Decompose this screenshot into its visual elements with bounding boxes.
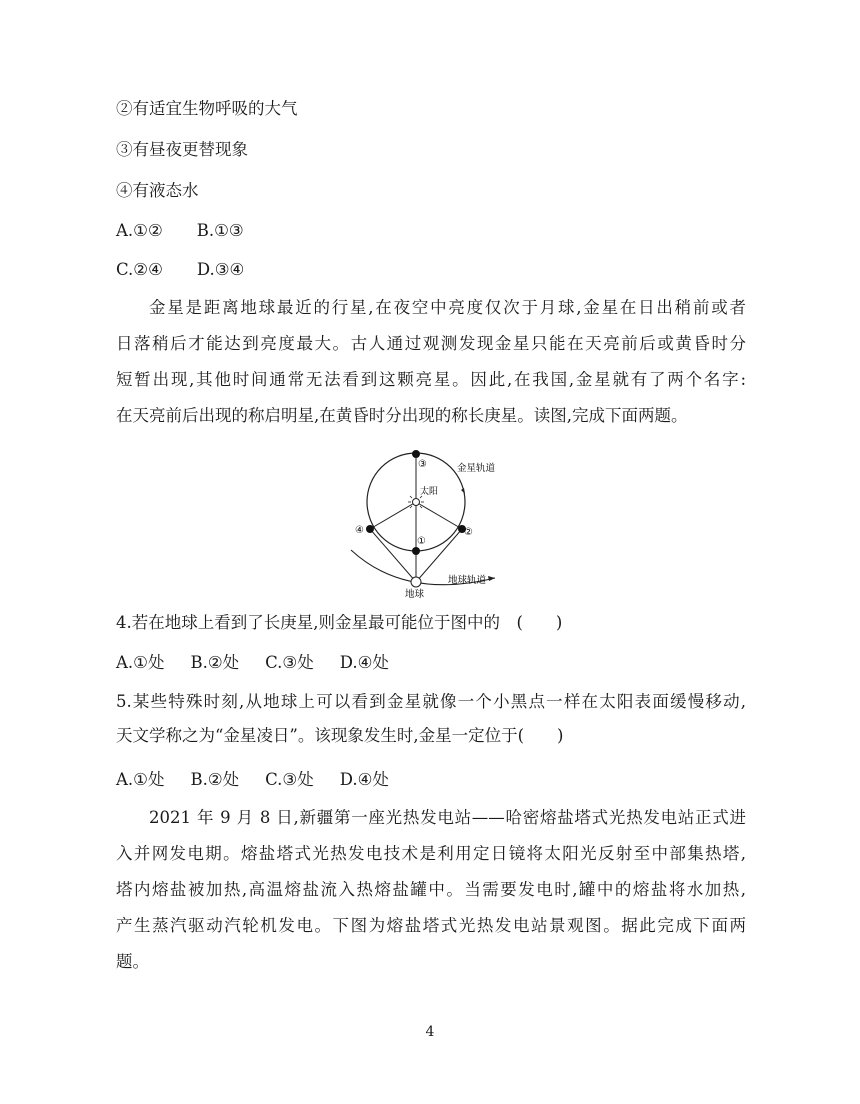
earth-icon: [411, 577, 421, 587]
answer-row-1: [116, 220, 244, 242]
passage-solar-line: 2021 年 9 月 8 日,新疆第一座光热发电站——哈密熔盐塔式光热发电站正式进: [149, 808, 746, 827]
label-sun: 太阳: [420, 487, 439, 497]
choice: D.④处: [339, 653, 389, 672]
option-line-2: ②有适宜生物呼吸的大气: [116, 99, 298, 118]
answer-row-2: [116, 259, 244, 281]
option-line-4: ④有液态水: [116, 181, 199, 200]
passage-solar-line: 入并网发电期。熔盐塔式光热发电技术是利用定日镜将太阳光反射至中部集热塔,: [116, 844, 746, 863]
choice: C.③处: [265, 653, 314, 672]
question-5-stem: [116, 691, 746, 761]
question-5-choices: [116, 769, 389, 791]
earth-to-4-line: [370, 529, 416, 582]
passage-solar-plant: [116, 807, 746, 987]
choice: A.①处: [116, 770, 165, 789]
question-5-line: 天文学称之为“金星凌日”。该现象发生时,金星一定位于( ): [116, 726, 564, 745]
answer-a: A.①②: [116, 221, 163, 240]
passage-venus-line: 短暂出现,其他时间通常无法看到这颗亮星。因此,在我国,金星就有了两个名字:: [116, 370, 746, 389]
choice: B.②处: [190, 770, 240, 789]
label-1: ①: [417, 536, 426, 547]
sun-icon: [413, 499, 420, 506]
question-5-line: 5.某些特殊时刻,从地球上可以看到金星就像一个小黑点一样在太阳表面缓慢移动,: [116, 692, 746, 711]
sun-to-4-line: [370, 502, 416, 529]
label-earth: 地球: [405, 589, 425, 600]
passage-solar-line: 产生蒸汽驱动汽轮机发电。下图为熔盐塔式光热发电站景观图。据此完成下面两: [116, 916, 746, 935]
label-3: ③: [418, 459, 427, 470]
answer-b: B.①③: [196, 221, 244, 240]
answer-c: C.②④: [116, 260, 163, 279]
venus-position-4: [366, 525, 374, 533]
answer-d: D.③④: [196, 260, 245, 279]
venus-orbit-diagram: [345, 450, 515, 600]
passage-venus-line: 金星是距离地球最近的行星,在夜空中亮度仅次于月球,金星在日出稍前或者: [149, 298, 746, 317]
choice: B.②处: [190, 653, 240, 672]
passage-venus: [116, 297, 746, 441]
choice: C.③处: [265, 770, 314, 789]
question-4-stem: 4.若在地球上看到了长庚星,则金星最可能位于图中的 ( ): [116, 613, 563, 632]
passage-venus-line: 日落稍后才能达到亮度最大。古人通过观测发现金星只能在天亮前后或黄昏时分: [116, 334, 746, 353]
choice: D.④处: [339, 770, 389, 789]
earth-orbit-arrow: [488, 576, 495, 581]
label-venus-orbit: 金星轨道: [457, 463, 496, 474]
venus-orbit-arrow: [461, 488, 465, 494]
venus-position-3: [412, 450, 420, 458]
label-earth-orbit: 地球轨道: [448, 575, 487, 586]
venus-position-1: [412, 547, 420, 555]
passage-solar-line: 塔内熔盐被加热,高温熔盐流入热熔盐罐中。当需要发电时,罐中的熔盐将水加热,: [116, 880, 746, 899]
label-2: ②: [464, 527, 473, 538]
choice: A.①处: [116, 653, 165, 672]
sun-to-2-line: [416, 502, 462, 529]
passage-venus-line: 在天亮前后出现的称启明星,在黄昏时分出现的称长庚星。读图,完成下面两题。: [116, 406, 688, 425]
question-4-choices: [116, 652, 389, 674]
passage-solar-line: 题。: [116, 952, 149, 971]
option-line-3: ③有昼夜更替现象: [116, 140, 248, 159]
page-number: 4: [425, 1024, 435, 1040]
label-4: ④: [355, 525, 364, 536]
